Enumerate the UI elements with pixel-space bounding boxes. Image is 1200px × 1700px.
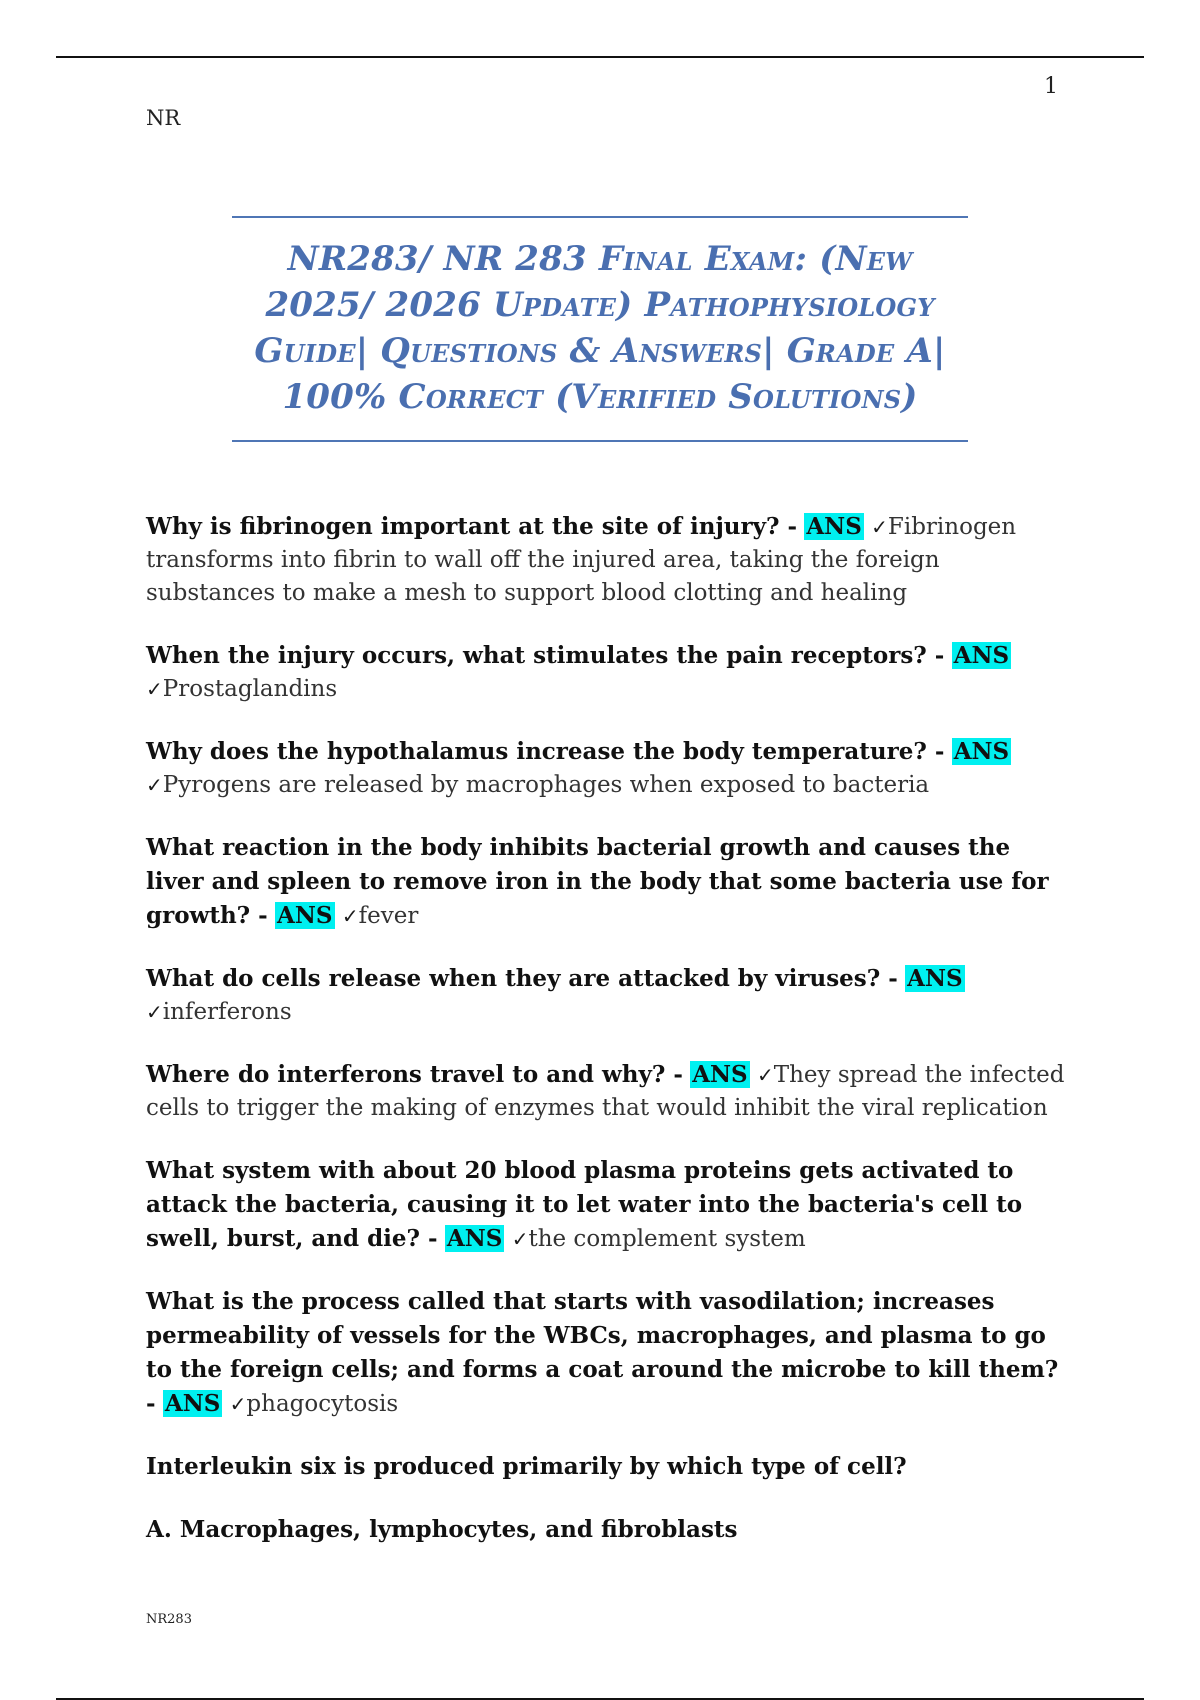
qa-item bbox=[146, 962, 1066, 1029]
check-icon: ✓ bbox=[756, 1063, 774, 1087]
answer-option-a bbox=[146, 1513, 1066, 1547]
check-icon: ✓ bbox=[511, 1227, 529, 1251]
qa-item bbox=[146, 1154, 1066, 1256]
answer-tag: ANS bbox=[953, 738, 1010, 765]
question-text: What reaction in the body inhibits bacterial growth and causes the liver and spleen to remove iron in the body that some bacteria use for growth? - bbox=[146, 834, 1049, 929]
qa-item bbox=[146, 1285, 1066, 1421]
check-icon: ✓ bbox=[229, 1392, 247, 1416]
title-block bbox=[232, 216, 968, 442]
answer-text: phagocytosis bbox=[246, 1391, 399, 1417]
page-number: 1 bbox=[1044, 74, 1058, 99]
answer-text: the complement system bbox=[528, 1226, 806, 1252]
answer-tag: ANS bbox=[806, 513, 862, 540]
qa-item bbox=[146, 1058, 1066, 1125]
question-text: What is the process called that starts with vasodilation; increases permeability of vessels for the WBCs, macrophages, and plasma to go to the foreign cells; and forms a coat around the microbe to kill them? - bbox=[146, 1288, 1059, 1417]
answer-tag: ANS bbox=[277, 902, 333, 929]
check-icon: ✓ bbox=[871, 515, 888, 539]
check-icon: ✓ bbox=[146, 773, 163, 797]
answer-tag: ANS bbox=[907, 965, 963, 992]
question-stem bbox=[146, 1450, 1066, 1484]
answer-text: fever bbox=[358, 903, 419, 929]
answer-text: They spread the infected cells to trigger the making of enzymes that would inhibit the viral replication bbox=[146, 1062, 1065, 1121]
check-icon: ✓ bbox=[146, 1000, 163, 1024]
header-label: NR bbox=[146, 106, 181, 130]
answer-tag: ANS bbox=[446, 1225, 503, 1252]
check-icon: ✓ bbox=[146, 677, 163, 701]
qa-item bbox=[146, 639, 1066, 706]
answer-tag: ANS bbox=[164, 1390, 221, 1417]
qa-item bbox=[146, 735, 1066, 802]
check-icon: ✓ bbox=[341, 904, 359, 928]
answer-text: inferferons bbox=[162, 999, 292, 1025]
document-title: NR283/ NR 283 Final Exam: (New 2025/ 2026 Update) Pathophysiology Guide| Questions & Answers| Grade A| 100% Correct (Verified Solutions) bbox=[254, 239, 946, 417]
question-text: When the injury occurs, what stimulates the pain receptors? - bbox=[146, 642, 945, 669]
question-text: Where do interferons travel to and why? - bbox=[146, 1061, 683, 1088]
question-text: What system with about 20 blood plasma proteins gets activated to attack the bacteria, causing it to let water into the bacteria's cell to swell, burst, and die? - bbox=[146, 1157, 1023, 1252]
top-rule bbox=[56, 56, 1144, 58]
question-text: Interleukin six is produced primarily by which type of cell? bbox=[146, 1453, 907, 1480]
qa-item bbox=[146, 510, 1066, 610]
option-text: A. Macrophages, lymphocytes, and fibroblasts bbox=[146, 1516, 738, 1543]
answer-tag: ANS bbox=[953, 642, 1010, 669]
qa-list bbox=[146, 510, 1066, 1576]
answer-text: Prostaglandins bbox=[162, 676, 338, 702]
answer-text: Fibrinogen transforms into fibrin to wall off the injured area, taking the foreign substances to make a mesh to support blood clotting and healing bbox=[146, 514, 1017, 606]
question-text: Why does the hypothalamus increase the body temperature? - bbox=[146, 738, 945, 765]
qa-item bbox=[146, 831, 1066, 933]
footer-label: NR283 bbox=[146, 1612, 192, 1627]
answer-text: Pyrogens are released by macrophages when exposed to bacteria bbox=[162, 772, 930, 798]
answer-tag: ANS bbox=[692, 1061, 748, 1088]
question-text: What do cells release when they are attacked by viruses? - bbox=[146, 965, 898, 992]
question-text: Why is fibrinogen important at the site of injury? - bbox=[146, 513, 798, 540]
